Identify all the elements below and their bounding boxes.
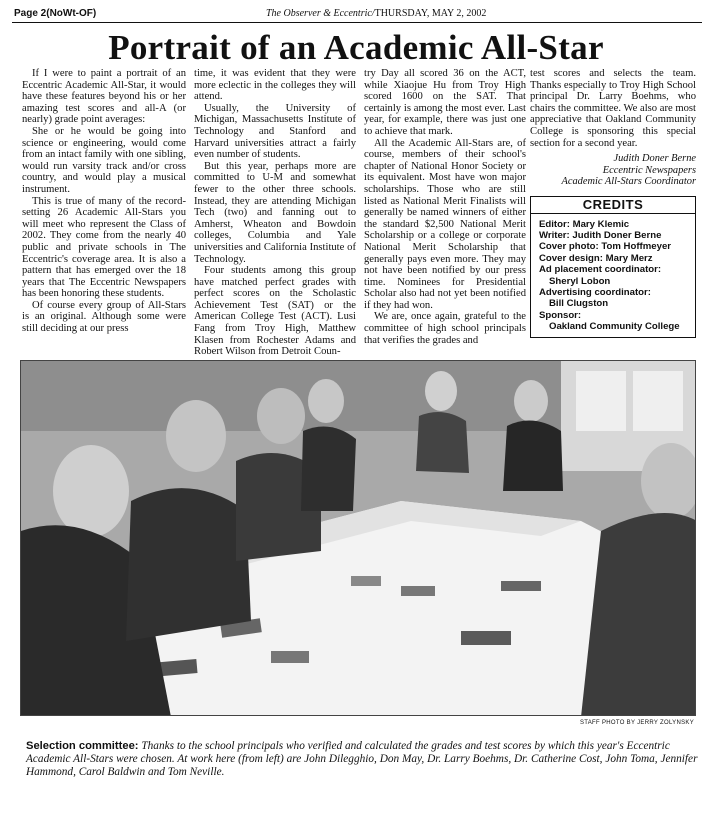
credits-body	[531, 214, 695, 333]
article-paragraph: All the Academic All-Stars are, of course, members of their school's chapter of National Honor Society or its equivalent. Most have won major scholarships. Those who are still listed as National Merit Finalists will generally be named winners of either the standard $2,500 National Merit Scholarship or a college or corporate National Merit Scholarship that generally pays even more. They may not have been notified by our press time. Nominees for Presidential Scholar also had not yet been notified if they had won.	[364, 137, 526, 311]
credit-cover-design: Cover design: Mary Merz	[539, 252, 653, 264]
publication-date: THURSDAY, MAY 2, 2002	[374, 8, 487, 19]
credit-sponsor-label: Sponsor:	[539, 309, 582, 321]
credit-ad-name: Sheryl Lobon	[549, 275, 611, 287]
credit-writer: Writer: Judith Doner Berne	[539, 229, 662, 241]
article-paragraph-cont: try Day all scored 36 on the ACT, while Xiaojue Hu from Troy High scored 1600 on the SAT. That certainly is among the most ever. Last year, for example, there was just one to achieve that mark.	[364, 68, 526, 137]
article-paragraph: She or he would be going into science or engineering, would come from an intact family with one sibling, would run varsity track and/or cross country, and would play a musical instrument.	[22, 125, 186, 195]
photo-illustration	[21, 361, 696, 716]
credit-ad-label: Ad placement coordinator:	[539, 264, 662, 276]
headline: Portrait of an Academic All-Star	[108, 28, 604, 67]
signature-org: Eccentric Newspapers	[602, 164, 696, 176]
publication-line	[266, 8, 486, 19]
publication-name: The Observer & Eccentric/	[266, 8, 375, 19]
credit-adv-name: Bill Clugston	[549, 298, 609, 310]
article-column-1	[22, 68, 186, 335]
article-column-4	[530, 68, 696, 338]
committee-photo	[20, 360, 696, 716]
page-label: Page 2(NoWt-OF)	[14, 8, 97, 19]
article-column-3	[364, 68, 526, 346]
article-paragraph: But this year, perhaps more are committed to U-M and somewhat fewer to the other three schools. Instead, they are attending Michigan Tech (two) and fanning out to Amherst, Wheaton and Bowdoin colleges, Columbia and Yale universities and California Institute of Technology.	[194, 160, 356, 265]
article-paragraph: Usually, the University of Michigan, Massachusetts Institute of Technology and Stanford and Harvard universities attract a fairly even number of students.	[194, 102, 356, 161]
credit-editor: Editor: Mary Klemic	[539, 218, 630, 230]
article-paragraph: If I were to paint a portrait of an Eccentric Academic All-Star, it would have these features beyond his or her amazing test scores and all-A (or nearly) grade point averages:	[22, 68, 186, 126]
article-paragraph-start: Of course every group of All-Stars is an original. Although some were still deciding at our press	[22, 299, 186, 335]
article-paragraph: This is true of many of the record-setting 26 Academic All-Stars you will meet who represent the Class of 2002. They come from the nearly 40 public and private schools in The Eccentric's coverage area. It is also a pattern that has emerged over the 18 years that The Eccentric Newspapers has been honoring these students.	[22, 195, 186, 300]
credits-box	[530, 196, 696, 338]
photo-caption	[26, 740, 698, 780]
signature	[530, 153, 696, 188]
header-rule	[12, 22, 702, 23]
photo-credit: STAFF PHOTO BY JERRY ZOLYNSKY	[579, 720, 694, 726]
credit-cover-photo: Cover photo: Tom Hoffmeyer	[539, 241, 672, 253]
credit-adv-label: Advertising coordinator:	[539, 286, 651, 298]
article-paragraph-start: Four students among this group have matched perfect grades with perfect scores on the Scholastic Achievement Test (SAT) or the American College Test (ACT). Lusi Fang from Troy High, Matthew Klasen from Rochester Adams and Robert Wilson from Detroit Coun-	[194, 265, 356, 358]
article-paragraph-cont: test scores and selects the team. Thanks especially to Troy High School principal Dr. Larry Boehms, who chairs the committee. We also are most appreciative that Oakland Community College is sponsoring this special section for a second year.	[530, 68, 696, 149]
article-paragraph-start: We are, once again, grateful to the committee of high school principals that verifies the grades and	[364, 311, 526, 346]
credits-title: CREDITS	[531, 197, 695, 214]
caption-lead: Selection committee:	[26, 740, 139, 752]
article-paragraph-cont: time, it was evident that they were more eclectic in the colleges they will attend.	[194, 68, 356, 103]
article-column-2	[194, 68, 356, 358]
signature-role: Academic All-Stars Coordinator	[561, 176, 696, 188]
signature-name: Judith Doner Berne	[613, 153, 696, 165]
caption-text: Thanks to the school principals who verified and calculated the grades and test scores by which this year's Eccentric Academic All-Stars were chosen. At work here (from left) are John Dilegghio, Don May, Dr. Larry Boehms, Dr. Catherine Cost, John Toma, Jennifer Hammond, Carol Baldwin and Tom Neville.	[26, 740, 698, 779]
credit-sponsor-name: Oakland Community College	[549, 321, 680, 333]
